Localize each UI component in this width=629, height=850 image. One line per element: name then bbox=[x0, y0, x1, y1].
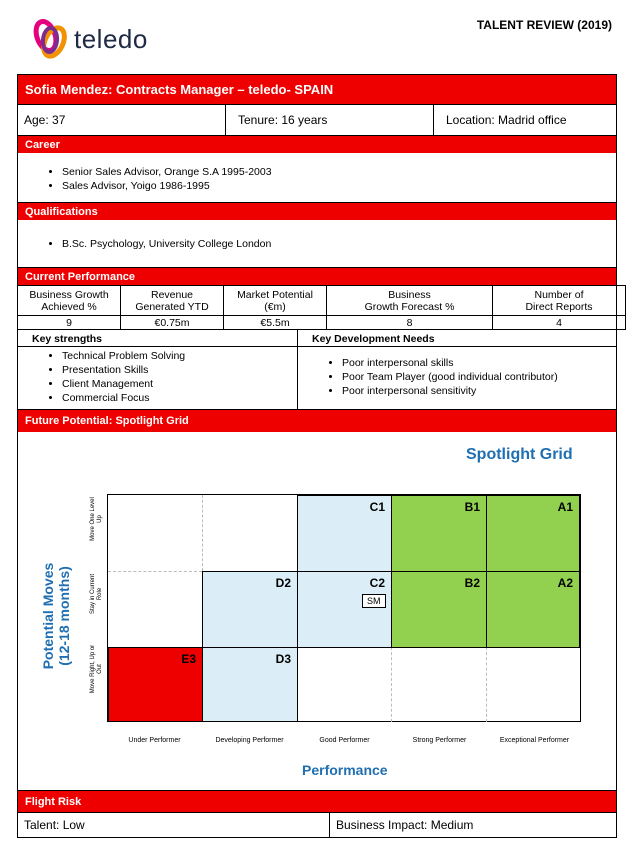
development-item: • Poor interpersonal sensitivity bbox=[342, 384, 616, 398]
age-cell: Age: 37 bbox=[18, 105, 226, 135]
col-label: Good Performer bbox=[319, 737, 370, 744]
business-impact-cell: Business Impact: Medium bbox=[336, 818, 474, 832]
perf-value: 4 bbox=[493, 316, 626, 330]
perf-header: Market Potential (€m) bbox=[224, 286, 327, 316]
qualification-item: • B.Sc. Psychology, University College London bbox=[62, 237, 616, 251]
strengths-heading: Key strengths bbox=[18, 330, 297, 347]
col-label: Exceptional Performer bbox=[499, 737, 570, 744]
profile-info-row bbox=[18, 105, 616, 136]
strengths-section bbox=[18, 330, 298, 409]
strength-item: • Commercial Focus bbox=[62, 391, 297, 405]
grid-cell-d3: D3 bbox=[202, 647, 298, 722]
tenure-cell: Tenure: 16 years bbox=[226, 105, 434, 135]
grid-cell-b2: B2 bbox=[391, 571, 487, 648]
perf-header: Business Growth Forecast % bbox=[327, 286, 493, 316]
strength-item: • Presentation Skills bbox=[62, 363, 297, 377]
logo-mark-icon bbox=[30, 14, 74, 64]
grid-cell-e3: E3 bbox=[108, 647, 203, 722]
perf-header: Business Growth Achieved % bbox=[18, 286, 121, 316]
strength-item: • Client Management bbox=[62, 377, 297, 391]
spotlight-grid bbox=[107, 494, 581, 722]
grid-title: Spotlight Grid bbox=[466, 446, 573, 463]
review-title: TALENT REVIEW (2019) bbox=[476, 18, 612, 32]
qualifications-section bbox=[18, 220, 616, 268]
col-label: Under Performer bbox=[128, 737, 181, 744]
performance-heading: Current Performance bbox=[18, 268, 616, 285]
employee-marker: SM bbox=[362, 594, 386, 608]
x-axis-title: Performance bbox=[302, 762, 388, 778]
qualifications-heading: Qualifications bbox=[18, 203, 616, 220]
flight-risk-heading: Flight Risk bbox=[18, 791, 616, 813]
talent-review-card bbox=[17, 74, 617, 838]
career-section bbox=[18, 153, 616, 203]
y-axis-title: Potential Moves (12-18 months) bbox=[40, 562, 72, 670]
grid-cell-c2: C2 SM bbox=[297, 571, 392, 648]
strengths-development-row bbox=[18, 330, 616, 410]
col-label: Developing Performer bbox=[215, 737, 284, 744]
brand-name: teledo bbox=[74, 24, 148, 54]
grid-cell-c1: C1 bbox=[297, 495, 392, 572]
grid-cell-b1: B1 bbox=[391, 495, 487, 572]
perf-value: €5.5m bbox=[224, 316, 327, 330]
profile-title: Sofia Mendez: Contracts Manager – teledo- SPAIN bbox=[18, 75, 616, 105]
development-item: • Poor interpersonal skills bbox=[342, 356, 616, 370]
career-item: • Senior Sales Advisor, Orange S.A 1995-2003 bbox=[62, 165, 616, 179]
perf-header: Revenue Generated YTD bbox=[121, 286, 224, 316]
perf-value: 8 bbox=[327, 316, 493, 330]
flight-risk-row bbox=[18, 813, 616, 837]
development-item: • Poor Team Player (good individual contributor) bbox=[342, 370, 616, 384]
col-label: Strong Performer bbox=[412, 737, 467, 744]
spotlight-grid-section bbox=[18, 432, 616, 791]
row-label: Move One Level Up bbox=[90, 497, 103, 541]
grid-cell-a1: A1 bbox=[486, 495, 580, 572]
career-heading: Career bbox=[18, 136, 616, 153]
grid-cell-a2: A2 bbox=[486, 571, 580, 648]
strength-item: • Technical Problem Solving bbox=[62, 349, 297, 363]
row-label: Move Right, Up or Out bbox=[90, 644, 103, 694]
perf-header: Number of Direct Reports bbox=[493, 286, 626, 316]
talent-risk-cell: Talent: Low bbox=[18, 813, 330, 837]
performance-table bbox=[17, 285, 626, 330]
perf-value: €0.75m bbox=[121, 316, 224, 330]
location-cell: Location: Madrid office bbox=[446, 113, 567, 127]
perf-value: 9 bbox=[18, 316, 121, 330]
future-heading: Future Potential: Spotlight Grid bbox=[18, 410, 616, 432]
development-section bbox=[298, 330, 616, 409]
career-item: • Sales Advisor, Yoigo 1986-1995 bbox=[62, 179, 616, 193]
grid-cell-d2: D2 bbox=[202, 571, 298, 648]
row-label: Stay in Current Role bbox=[90, 573, 103, 615]
development-heading: Key Development Needs bbox=[298, 330, 616, 347]
